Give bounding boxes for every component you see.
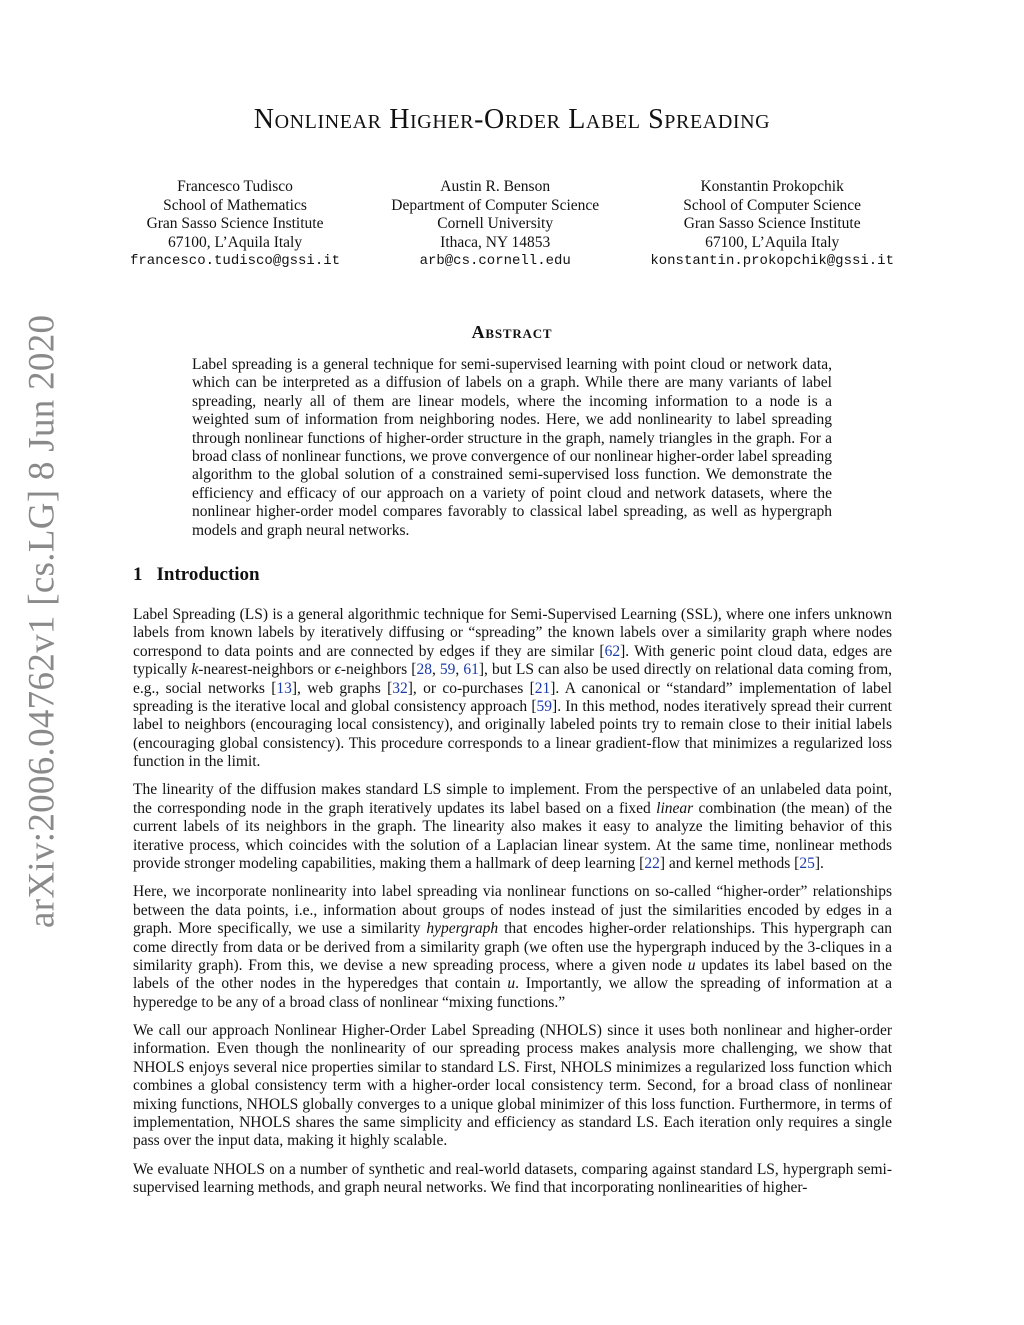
- author-institution: Cornell University: [437, 215, 554, 232]
- section-title: Introduction: [156, 564, 260, 585]
- emphasis: linear: [656, 799, 694, 817]
- emphasis: hypergraph: [426, 920, 499, 938]
- citation-link[interactable]: 59: [439, 661, 456, 679]
- abstract-heading: Abstract: [471, 322, 553, 342]
- citation-link[interactable]: 61: [463, 661, 479, 679]
- citation-link[interactable]: 13: [276, 679, 292, 697]
- citation-link[interactable]: 28: [416, 661, 432, 679]
- citation-link[interactable]: 22: [644, 855, 660, 873]
- author-name: Francesco Tudisco: [177, 178, 293, 195]
- author-institution: Gran Sasso Science Institute: [146, 215, 324, 232]
- author-email[interactable]: konstantin.prokopchik@gssi.it: [650, 253, 894, 269]
- paragraph-2: The linearity of the diffusion makes standard LS simple to implement. From the perspective of an unlabeled data point, the corresponding node in the graph iteratively updates its label based on a fixed linear combination (the mean) of the current labels of its neighbors in the graph. The linearity also makes it easy to analyze the limiting behavior of this iterative process, which coincides with the solution of a Laplacian linear system. At the same time, nonlinear methods provide stronger modeling capabilities, making them a hallmark of deep learning [22] and kernel methods [25].: [133, 781, 892, 873]
- paragraph-4: We call our approach Nonlinear Higher-Order Label Spreading (NHOLS) since it uses both nonlinear and higher-order information. Even though the nonlinearity of our spreading process makes analysis more challenging, we show that NHOLS enjoys several nice properties similar to standard LS. First, NHOLS minimizes a regularized loss function which combines a global consistency term with a higher-order local consistency term. Second, for a broad class of nonlinear mixing functions, NHOLS globally converges to a unique global minimizer of this loss function. Furthermore, in terms of implementation, NHOLS shares the same simplicity and efficiency as standard LS. Each iteration only requires a single pass over the input data, making it highly scalable.: [133, 1021, 892, 1150]
- math-k: k: [191, 661, 199, 679]
- author-address: Ithaca, NY 14853: [440, 233, 551, 251]
- section-number: 1: [133, 564, 143, 585]
- citation-link[interactable]: 59: [536, 698, 553, 716]
- author-block: [130, 178, 894, 271]
- author-1: [130, 178, 340, 271]
- paragraph-3: Here, we incorporate nonlinearity into label spreading via nonlinear functions on so-called “higher-order” relationships between the data points, i.e., information about groups of nodes instead of just the similarities encoded by edges in a graph. More specifically, we use a similarity hypergraph that encodes higher-order relationships. This hypergraph can come directly from data or be derived from a similarity graph (we often use the hypergraph induced by the 3-cliques in a similarity graph). From this, we devise a new spreading process, where a given node u updates its label based on the labels of the other nodes in the hyperedges that contain u. Importantly, we allow the spreading of information at a hyperedge to be any of a broad class of nonlinear “mixing functions.”: [133, 883, 893, 1011]
- citation-link[interactable]: 62: [604, 642, 621, 660]
- author-institution: Gran Sasso Science Institute: [683, 215, 861, 232]
- author-department: School of Computer Science: [683, 196, 862, 214]
- section-heading: [133, 564, 260, 586]
- citation-link[interactable]: 25: [799, 855, 815, 873]
- citation-link[interactable]: 21: [534, 679, 551, 697]
- body-text: [133, 606, 892, 1207]
- author-2: [391, 178, 599, 271]
- author-3: [650, 178, 894, 271]
- paper-title: Nonlinear Higher-Order Label Spreading: [253, 104, 771, 135]
- author-address: 67100, L’Aquila Italy: [705, 233, 840, 251]
- author-name: Austin R. Benson: [440, 178, 551, 195]
- author-email[interactable]: francesco.tudisco@gssi.it: [130, 253, 341, 269]
- arxiv-identifier-text: arXiv:2006.04762v1 [cs.LG] 8 Jun 2020: [21, 314, 63, 928]
- arxiv-identifier-sidebar: [16, 314, 68, 928]
- author-department: Department of Computer Science: [391, 196, 600, 214]
- author-email[interactable]: arb@cs.cornell.edu: [419, 253, 571, 269]
- author-name: Konstantin Prokopchik: [700, 178, 844, 195]
- citation-link[interactable]: 32: [392, 679, 408, 697]
- author-address: 67100, L’Aquila Italy: [167, 233, 303, 251]
- paragraph-1: Label Spreading (LS) is a general algorithmic technique for Semi-Supervised Learning (SSL), where one infers unknown labels from known labels by iteratively diffusing or “spreading” the known labels over a similarity graph where nodes correspond to data points and are connected by edges if they are similar [62]. With generic point cloud data, edges are typically k-nearest-neighbors or ϵ-neighbors [28, 59, 61], but LS can also be used directly on relational data coming from, e.g., social networks [13], web graphs [32], or co-purchases [21]. A canonical or “standard” implementation of label spreading is the iterative local and global consistency approach [59]. In this method, nodes iteratively spread their current label to neighbors (encouraging local consistency), and originally labeled points try to remain close to their initial labels (encouraging global consistency). This procedure corresponds to a linear gradient-flow that minimizes a regularized loss function in the limit.: [133, 606, 893, 771]
- paragraph-5: We evaluate NHOLS on a number of synthetic and real-world datasets, comparing against standard LS, hypergraph semi-supervised learning methods, and graph neural networks. We find that incorporating nonlinearities of higher-: [133, 1160, 892, 1196]
- math-u: u: [687, 956, 696, 974]
- author-department: School of Mathematics: [163, 196, 307, 214]
- math-u: u: [507, 975, 516, 993]
- math-epsilon: ϵ: [334, 661, 341, 679]
- abstract-text: Label spreading is a general technique for semi-supervised learning with point cloud or network data, which can be interpreted as a diffusion of labels on a graph. While there are many variants of label spreading, nearly all of them are linear models, where the incoming information to a node is a weighted sum of information from neighboring nodes. Here, we add nonlinearity to label spreading through nonlinear functions of higher-order structure in the graph, namely triangles in the graph. For a broad class of nonlinear functions, we prove convergence of our nonlinear higher-order label spreading algorithm to the global solution of a constrained semi-supervised loss function. We demonstrate the efficiency and efficacy of our approach on a variety of point cloud and network datasets, where the nonlinear higher-order model compares favorably to classical label spreading, as well as hypergraph models and graph neural networks.: [192, 356, 832, 539]
